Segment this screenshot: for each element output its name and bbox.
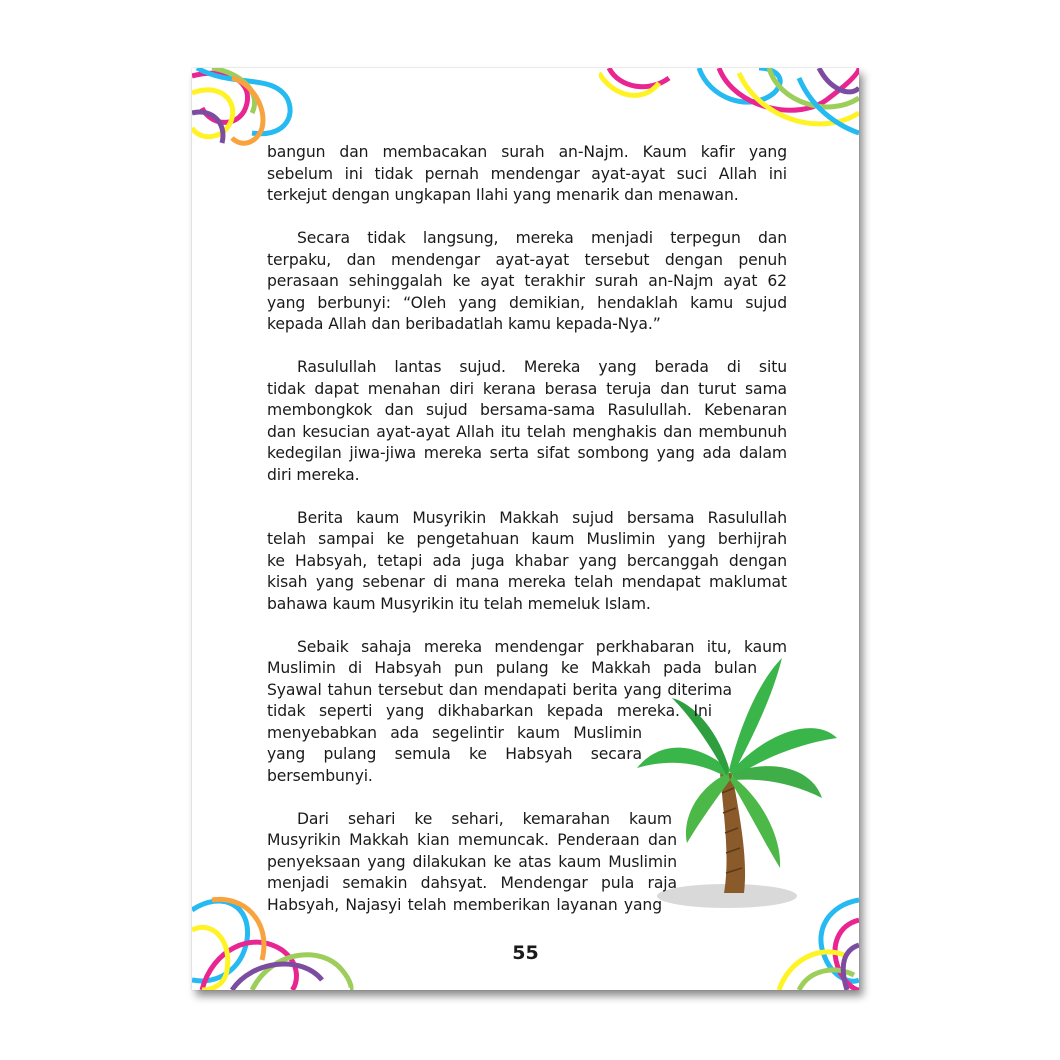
text-line: Habsyah, Najasyi telah memberikan layanan yang: [267, 895, 662, 914]
corner-swirl-top-left: [192, 68, 312, 148]
text-line: yang berbunyi: “Oleh yang demikian, hendaklah kamu sujud: [267, 293, 787, 312]
book-page: [192, 68, 859, 990]
text-line: Rasulullah lantas sujud. Mereka yang berada di situ: [297, 358, 787, 376]
text-line: Sebaik sahaja mereka mendengar perkhabaran itu, kaum: [297, 637, 787, 656]
page-number: 55: [512, 942, 539, 964]
text-line: terpaku, dan mendengar ayat-ayat tersebut dengan penuh: [267, 250, 787, 269]
text-line: ke Habsyah, tetapi ada juga khabar yang bercanggah dengan: [267, 551, 787, 570]
text-line: bahawa kaum Musyrikin itu telah memeluk Islam.: [267, 594, 651, 613]
text-line: Secara tidak langsung, mereka menjadi terpegun dan: [297, 229, 787, 247]
paragraph-5: [267, 637, 787, 788]
corner-swirl-top-right: [599, 68, 859, 143]
text-line: diri mereka.: [267, 465, 360, 484]
text-line: kedegilan jiwa-jiwa mereka serta sifat sombong yang ada dalam: [267, 444, 787, 462]
paragraph-6: [267, 809, 787, 917]
paragraph-4: [267, 508, 787, 616]
page-body-text: [267, 142, 787, 938]
text-line: menyebabkan ada segelintir kaum Muslimin: [267, 723, 642, 742]
paragraph-1: [267, 142, 787, 207]
text-line: bersembunyi.: [267, 766, 373, 785]
text-line: tidak seperti yang dikhabarkan kepada mereka. Ini: [267, 702, 712, 720]
paragraph-3: [267, 357, 787, 486]
text-line: terkejut dengan ungkapan Ilahi yang menarik dan menawan.: [267, 186, 739, 204]
text-line: kepada Allah dan beribadatlah kamu kepada-Nya.”: [267, 315, 661, 333]
text-line: telah sampai ke pengetahuan kaum Muslimin yang berhijrah: [267, 530, 787, 548]
text-line: Berita kaum Musyrikin Makkah sujud bersama Rasulullah: [297, 508, 787, 527]
text-line: bangun dan membacakan surah an-Najm. Kaum kafir yang: [267, 143, 787, 161]
text-line: Muslimin di Habsyah pun pulang ke Makkah pada bulan: [267, 659, 757, 677]
text-line: sebelum ini tidak pernah mendengar ayat-ayat suci Allah ini: [267, 164, 787, 183]
text-line: perasaan sehinggalah ke ayat terakhir surah an-Najm ayat 62: [267, 272, 787, 290]
text-line: kisah yang sebenar di mana mereka telah mendapat maklumat: [267, 573, 787, 591]
text-line: penyeksaan yang dilakukan ke atas kaum Muslimin: [267, 852, 677, 871]
text-line: membongkok dan sujud bersama-sama Rasulullah. Kebenaran: [267, 401, 787, 419]
text-line: Dari sehari ke sehari, kemarahan kaum: [297, 809, 672, 828]
text-line: dan kesucian ayat-ayat Allah itu telah menghakis dan membunuh: [267, 422, 787, 441]
text-line: Syawal tahun tersebut dan mendapati berita yang diterima: [267, 680, 732, 699]
paragraph-2: [267, 228, 787, 336]
text-line: yang pulang semula ke Habsyah secara: [267, 745, 642, 763]
text-line: menjadi semakin dahsyat. Mendengar pula raja: [267, 874, 677, 892]
text-line: tidak dapat menahan diri kerana berasa teruja dan turut sama: [267, 379, 787, 398]
text-line: Musyrikin Makkah kian memuncak. Penderaan dan: [267, 831, 677, 849]
